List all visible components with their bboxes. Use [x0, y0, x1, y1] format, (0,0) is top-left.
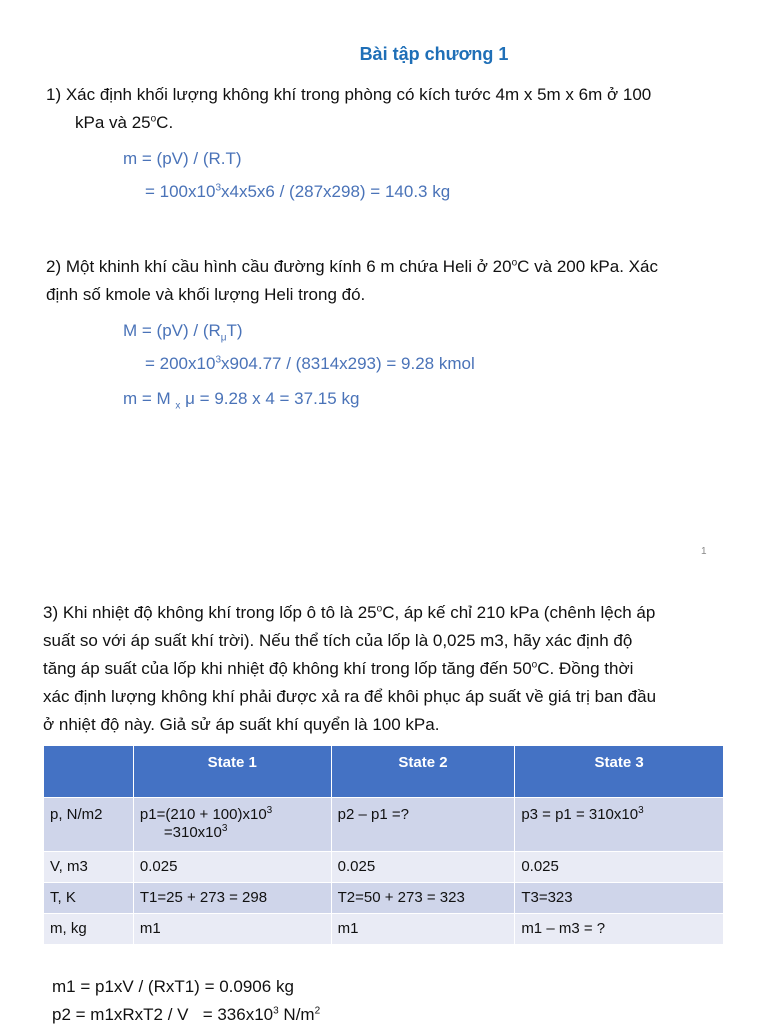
- table-cell: T1=25 + 273 = 298: [133, 883, 331, 914]
- table-cell: m1: [133, 914, 331, 945]
- table-cell: $p1=(210 + 100)x10^3$ $=310x10^3$: [133, 798, 331, 852]
- problem-1-formula-2: = $100x10^3x4x5x6 / (287x298) = 140.3$ kg: [145, 182, 451, 201]
- page-title: Bài tập chương 1: [359, 44, 509, 64]
- row-label: m, kg: [44, 914, 134, 945]
- table-cell: 0.025: [133, 852, 331, 883]
- table-header-empty: [44, 746, 134, 798]
- states-table: [43, 745, 724, 945]
- problem-3-line-3: tăng áp suất của lốp khi nhiệt độ không khí trong lốp tăng đến 50$^o$C. Đồng thời: [43, 659, 634, 678]
- row-label: V, m3: [44, 852, 134, 883]
- table-row: [44, 798, 724, 852]
- table-row: [44, 883, 724, 914]
- problem-3-line-1: 3) Khi nhiệt độ không khí trong lốp ô tô là 25$^o$C, áp kế chỉ 210 kPa (chênh lệch áp: [43, 603, 656, 622]
- table-header-state-1: State 1: [133, 746, 331, 798]
- problem-1-formula-1: m = (pV) / (R.T): [123, 149, 242, 168]
- result-p2: p2 = m1xRxT2 / $V = 336x10^3$ $N/m^2$: [52, 1005, 321, 1024]
- table-row: [44, 852, 724, 883]
- table-row: [44, 914, 724, 945]
- problem-3-line-4: xác định lượng không khí phải được xả ra để khôi phục áp suất về giá trị ban đầu: [43, 687, 657, 706]
- row-label: T, K: [44, 883, 134, 914]
- table-cell: 0.025: [331, 852, 515, 883]
- problem-2-formula-3: m = M $_x$ μ = 9.28 x 4 = 37.15 kg: [123, 389, 360, 412]
- table-cell: m1 – m3 = ?: [515, 914, 724, 945]
- problem-2-formula-2: = $200x10^3x904.77 / (8314x293) = 9.28$ kmol: [145, 354, 475, 373]
- problem-1-line-1: 1) Xác định khối lượng không khí trong phòng có kích tước 4m x 5m x 6m ở 100: [46, 85, 652, 104]
- table-cell: m1: [331, 914, 515, 945]
- table-header-state-2: State 2: [331, 746, 515, 798]
- result-m1: m1 = p1xV / (RxT1) = 0.0906 kg: [52, 977, 294, 996]
- problem-3-line-5: ở nhiệt độ này. Giả sử áp suất khí quyển là 100 kPa.: [43, 715, 440, 734]
- problem-3-line-2: suất so với áp suất khí trời). Nếu thể tích của lốp là 0,025 m3, hãy xác định độ: [43, 631, 633, 650]
- problem-1-line-2: kPa và 25$^o$C.: [75, 113, 174, 132]
- table-header-state-3: State 3: [515, 746, 724, 798]
- table-header-row: [44, 746, 724, 798]
- page-number: 1: [701, 546, 707, 557]
- problem-2-line-2: định số kmole và khối lượng Heli trong đó.: [46, 285, 366, 304]
- problem-2-line-1: 2) Một khinh khí cầu hình cầu đường kính 6 m chứa Heli ở 20$^o$C và 200 kPa. Xác: [46, 257, 658, 276]
- table-cell: p2 – p1 =?: [331, 798, 515, 852]
- problem-2-formula-1: $M = (pV) / (R_\mu T)$: [123, 321, 243, 344]
- table-cell: 0.025: [515, 852, 724, 883]
- table-cell: T3=323: [515, 883, 724, 914]
- table-cell: $p3 = p1 = 310x10^3$: [515, 798, 724, 852]
- row-label: p, N/m2: [44, 798, 134, 852]
- table-cell: T2=50 + 273 = 323: [331, 883, 515, 914]
